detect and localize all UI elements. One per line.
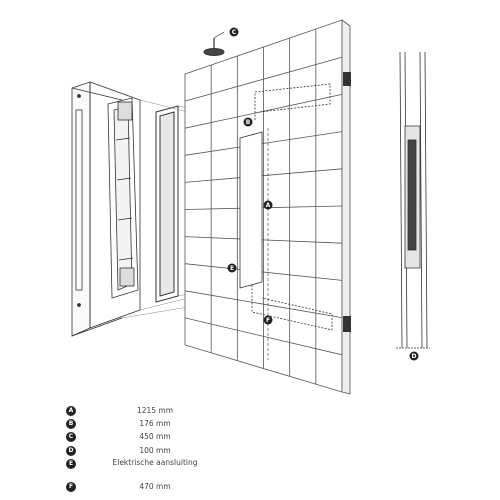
- marker-d: [410, 352, 419, 361]
- legend-value-a: 1215 mm: [136, 406, 174, 415]
- svg-text:F: F: [265, 317, 271, 325]
- legend-row-a: [66, 405, 286, 417]
- marker-b: [244, 118, 253, 127]
- svg-text:E: E: [229, 265, 235, 273]
- inner-frame: [108, 98, 138, 298]
- legend-badge-f: F: [66, 482, 76, 492]
- marker-c: [230, 28, 239, 37]
- legend-badge-d: D: [66, 446, 76, 456]
- svg-text:C: C: [231, 29, 237, 37]
- dimension-legend: [66, 405, 286, 494]
- legend-value-f: 470 mm: [139, 481, 171, 491]
- marker-a: [264, 201, 273, 210]
- frame-panel: [156, 106, 178, 302]
- shower-head: [204, 32, 224, 56]
- side-section: [396, 52, 430, 348]
- svg-text:B: B: [245, 119, 251, 127]
- svg-text:D: D: [411, 353, 417, 361]
- legend-value-d: 100 mm: [139, 445, 171, 455]
- legend-row-f: [66, 481, 286, 493]
- legend-row-d: [66, 445, 286, 457]
- svg-text:A: A: [265, 202, 271, 210]
- legend-value-b: 176 mm: [139, 419, 171, 429]
- legend-value-c: 450 mm: [139, 432, 171, 442]
- legend-value-e: Elektrische aansluiting: [112, 457, 198, 467]
- marker-f: [264, 316, 273, 325]
- legend-badge-e: E: [66, 459, 76, 469]
- legend-badge-b: B: [66, 419, 76, 429]
- legend-badge-c: C: [66, 432, 76, 442]
- legend-row-c: [66, 431, 286, 443]
- legend-row-b: [66, 418, 286, 430]
- legend-badge-a: A: [66, 406, 76, 416]
- marker-e: [228, 264, 237, 273]
- legend-row-e: [66, 458, 286, 480]
